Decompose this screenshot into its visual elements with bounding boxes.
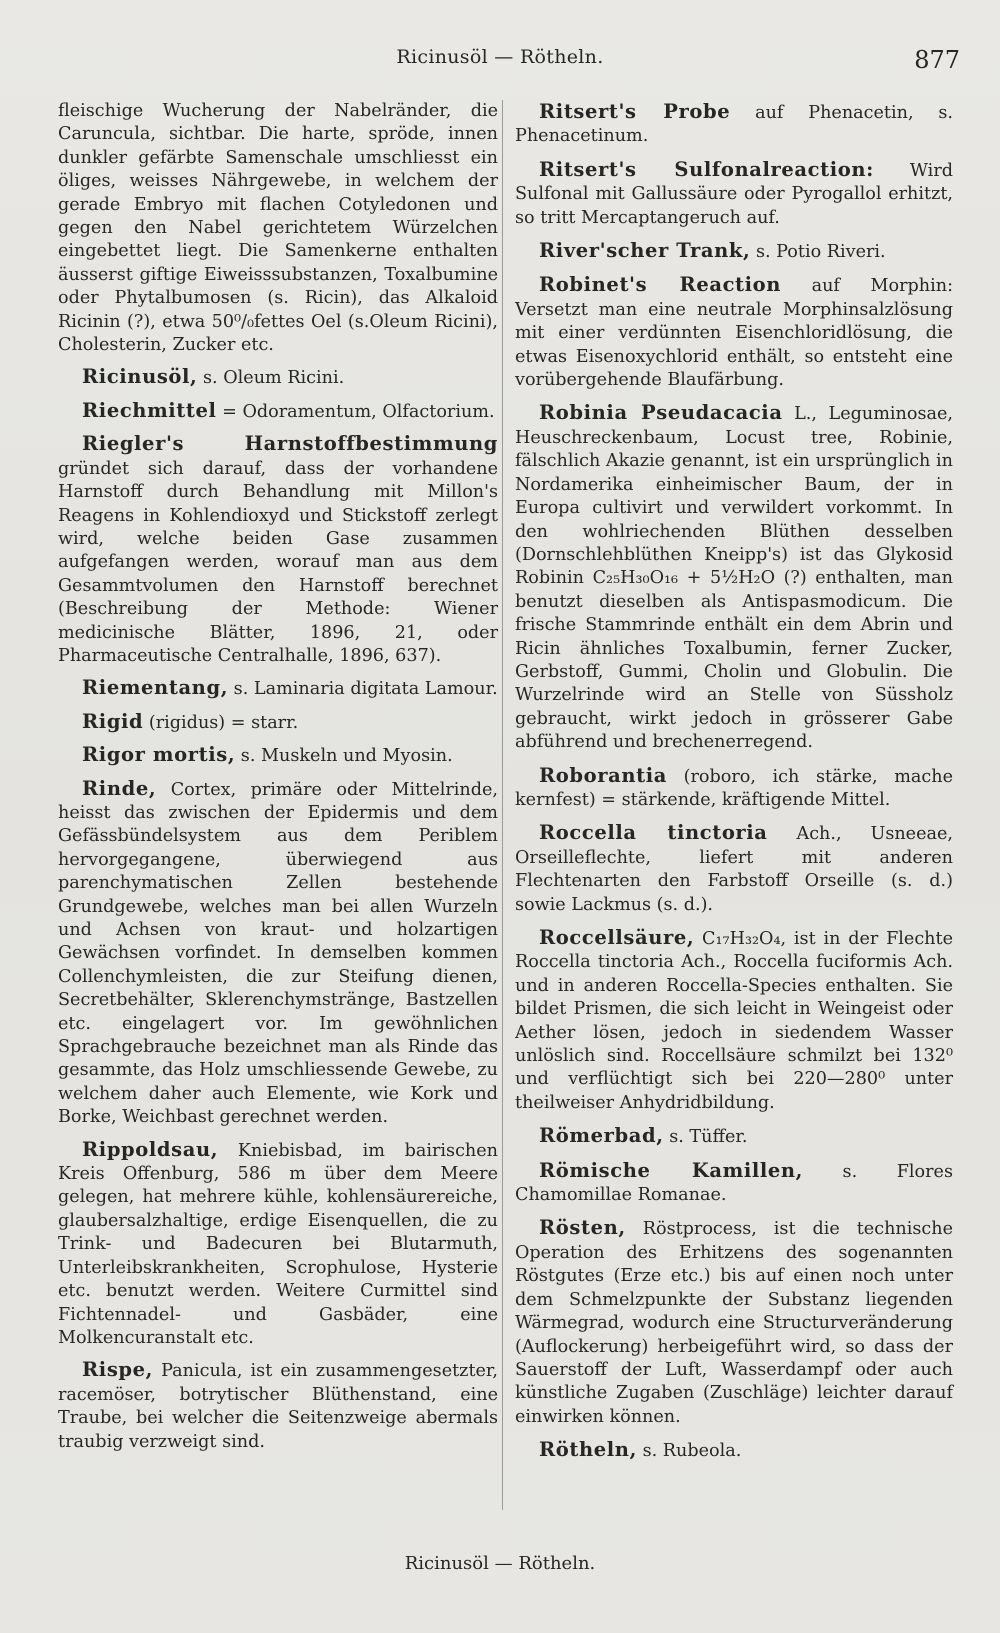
headword: Roccellsäure, [539, 926, 695, 949]
entry-text: (rigidus) = starr. [143, 712, 299, 733]
page-footer: Ricinusöl — Rötheln. [404, 1553, 596, 1574]
headword: Römerbad, [539, 1124, 664, 1148]
entry-text: Panicula, ist ein zusammengesetzter, racemöser, botrytischer Blüthenstand, eine Traube, bei welcher die Seitenzweige abermals traubig verzweigt sind. [58, 1361, 498, 1452]
right-column [515, 100, 953, 1473]
headword: Rinde, [82, 776, 157, 800]
headword: Rigid [82, 709, 144, 733]
entry-text: (roboro, ich stärke, mache kernfest) = stärkende, kräftigende Mittel. [515, 766, 953, 810]
entry-rippoldsau [58, 1138, 498, 1351]
entry-roccella-tinctoria [515, 821, 953, 917]
entry-rigor-mortis [58, 743, 498, 768]
entry-riechmittel [58, 399, 498, 424]
left-column [58, 100, 498, 1462]
entry-text: s. Potio Riveri. [750, 242, 886, 263]
headword: Römische Kamillen, [539, 1158, 804, 1182]
entry-roccellsaeure [515, 926, 953, 1115]
running-head: Ricinusöl — Rötheln. [396, 46, 604, 68]
headword: River'scher Trank, [539, 239, 751, 263]
continuation-paragraph: fleischige Wucherung der Nabelränder, die Caruncula, sichtbar. Die harte, spröde, innen dunkler gefärbte Samenschale umschliesst ein öliges, weisses Nährgewebe, in welchem der gerade Embryo mit flachen Cotyledonen und gegen den Nabel gerichtetem Würzelchen eingebettet liegt. Die Samenkerne enthalten äusserst giftige Eiweisssubstanzen, Toxalbumine oder Phytalbumosen (s. Ricin), das Alkaloid Ricinin (?), etwa 50⁰/₀fettes Oel (s.Oleum Ricini), Cholesterin, Zucker etc. [58, 101, 498, 356]
entry-text: auf Phenacetin, s. Phenacetinum. [515, 103, 953, 147]
headword: Ritsert's Probe [539, 100, 731, 123]
entry-robinia-pseudacacia [515, 401, 953, 754]
entry-text: = Odoramentum, Olfactorium. [216, 401, 495, 422]
headword: Robinia Pseudacacia [539, 401, 783, 425]
entry-rispe [58, 1358, 498, 1454]
entry-ricinusoel [58, 365, 498, 390]
entry-roemische-kamillen [515, 1159, 953, 1208]
page-number: 877 [914, 46, 960, 74]
entry-rieglers-harnstoffbestimmung [58, 432, 498, 668]
entry-text: C₁₇H₃₂O₄, ist in der Flechte Roccella tinctoria Ach., Roccella fuciformis Ach. und in anderen Roccella-Species enthalten. Sie bildet Prismen, die sich leicht in Weingeist oder Aether lösen, jedoch in siedendem Wasser unlöslich sind. Roccellsäure schmilzt bei 132⁰ und verflüchtigt sich bei 220—280⁰ unter theilweiser Anhydridbildung. [515, 929, 953, 1113]
entry-robinets-reaction [515, 273, 953, 392]
column-divider [502, 100, 503, 1510]
entry-text: Cortex, primäre oder Mittelrinde, heisst das zwischen der Epidermis und dem Gefässbündelsystem aus dem Periblem hervorgegangene, überwiegend aus parenchymatischen Zellen bestehende Grundgewebe, welches man bei allen Wurzeln und Achsen von kraut- und holzartigen Gewächsen vorfindet. In demselben kommen Collenchymleisten, die zur Steifung dienen, Secretbehälter, Sklerenchymstränge, Bastzellen etc. eingelagert vor. Im gewöhnlichen Sprachgebrauche bezeichnet man als Rinde das gesammte, das Holz umschliessende Gewebe, zu welchem daher auch Elemente, wie Kork und Borke, Weichbast gerechnet werden. [58, 779, 498, 1128]
entry-text: s. Rubeola. [636, 1441, 742, 1462]
entry-text: Wird Sulfonal mit Gallussäure oder Pyrogallol erhitzt, so tritt Mercaptangeruch auf. [515, 160, 953, 228]
entry-riverscher-trank [515, 239, 953, 264]
entry-riementang [58, 676, 498, 701]
entry-text: s. Oleum Ricini. [197, 368, 345, 389]
headword: Roborantia [539, 763, 667, 787]
headword: Robinet's Reaction [539, 273, 782, 297]
headword: Rippoldsau, [82, 1137, 219, 1161]
headword: Riementang, [82, 676, 229, 700]
entry-ritserts-probe [515, 100, 953, 149]
entry-text: s. Flores Chamomillae Romanae. [515, 1161, 953, 1206]
entry-roemerbad [515, 1124, 953, 1149]
entry-text: L., Leguminosae, Heuschreckenbaum, Locust tree, Robinie, fälschlich Akazie genannt, ist ein ursprünglich in Nordamerika einheimischer Baum, der in Europa cultivirt und verwildert vorkommt. In den wohlriechenden Blüthen desselben (Dornschlehblüthen Kneipp's) ist das Glykosid Robinin C₂₅H₃₀O₁₆ + 5½H₂O (?) enthalten, man benutzt dieselben als Antispasmodicum. Die frische Stammrinde enthält ein dem Abrin und Ricin ähnliches Toxalbumin, ferner Zucker, Gerbstoff, Gummi, Cholin und Globulin. Die Wurzelrinde wird an Stelle von Süssholz gebraucht, wirkt jedoch in grösserer Gabe abführend und brechenerregend. [515, 404, 953, 753]
entry-rinde [58, 777, 498, 1130]
entry-roetheln [515, 1438, 953, 1463]
entry-roesten [515, 1216, 953, 1429]
headword: Ricinusöl, [82, 365, 198, 389]
headword: Roccella tinctoria [539, 821, 768, 845]
entry-text: Ach., Usneeae, Orseilleflechte, liefert mit anderen Flechtenarten den Farbstoff Orseille (s. d.) sowie Lackmus (s. d.). [515, 824, 953, 915]
entry-text: s. Muskeln und Myosin. [235, 746, 453, 767]
headword: Rigor mortis, [82, 743, 236, 767]
headword: Rötheln, [539, 1438, 637, 1462]
headword: Riegler's Harnstoffbestimmung [82, 432, 498, 456]
entry-text: Kniebisbad, im bairischen Kreis Offenburg, 586 m über dem Meere gelegen, hat mehrere kühle, kohlensäurereiche, glaubersalzhaltige, erdige Eisenquellen, die zu Trink- und Badecuren bei Blutarmuth, Unterleibskrankheiten, Scrophulose, Hysterie etc. benutzt werden. Weitere Curmittel sind Fichtennadel- und Gasbäder, eine Molkencuranstalt etc. [58, 1140, 498, 1348]
entry-roborantia [515, 764, 953, 813]
entry-rigid [58, 710, 498, 735]
headword: Rösten, [539, 1216, 626, 1240]
entry-text: gründet sich darauf, dass der vorhandene Harnstoff durch Behandlung mit Millon's Reagens in Kohlendioxyd und Stickstoff zerlegt wird, welche beiden Gase zusammen aufgefangen werden, worauf man aus dem Gesammtvolumen den Harnstoff berechnet (Beschreibung der Methode: Wiener medicinische Blätter, 1896, 21, oder Pharmaceutische Centralhalle, 1896, 637). [58, 458, 498, 666]
headword: Rispe, [82, 1358, 154, 1382]
entry-text: s. Laminaria digitata Lamour. [228, 679, 498, 700]
entry-text: Röstprocess, ist die technische Operation des Erhitzens des sogenannten Röstgutes (Erze etc.) bis auf einen noch unter dem Schmelzpunkte der Substanz liegenden Wärmegrad, wodurch eine Structurveränderung (Auflockerung) herbeigeführt wird, so dass der Sauerstoff der Luft, Wasserdampf oder auch künstliche Zugaben (Zuschläge) leichter darauf einwirken können. [515, 1219, 953, 1427]
entry-text: auf Morphin: Versetzt man eine neutrale Morphinsalzlösung mit einer verdünnten Eisenchloridlösung, die etwas Eisenoxychlorid enthält, so entsteht eine vorübergehende Blaufärbung. [515, 276, 953, 391]
entry-text: s. Tüffer. [663, 1127, 748, 1148]
headword: Ritsert's Sulfonalreaction: [539, 157, 874, 181]
entry-ritserts-sulfonalreaction [515, 158, 953, 230]
headword: Riechmittel [82, 398, 217, 422]
